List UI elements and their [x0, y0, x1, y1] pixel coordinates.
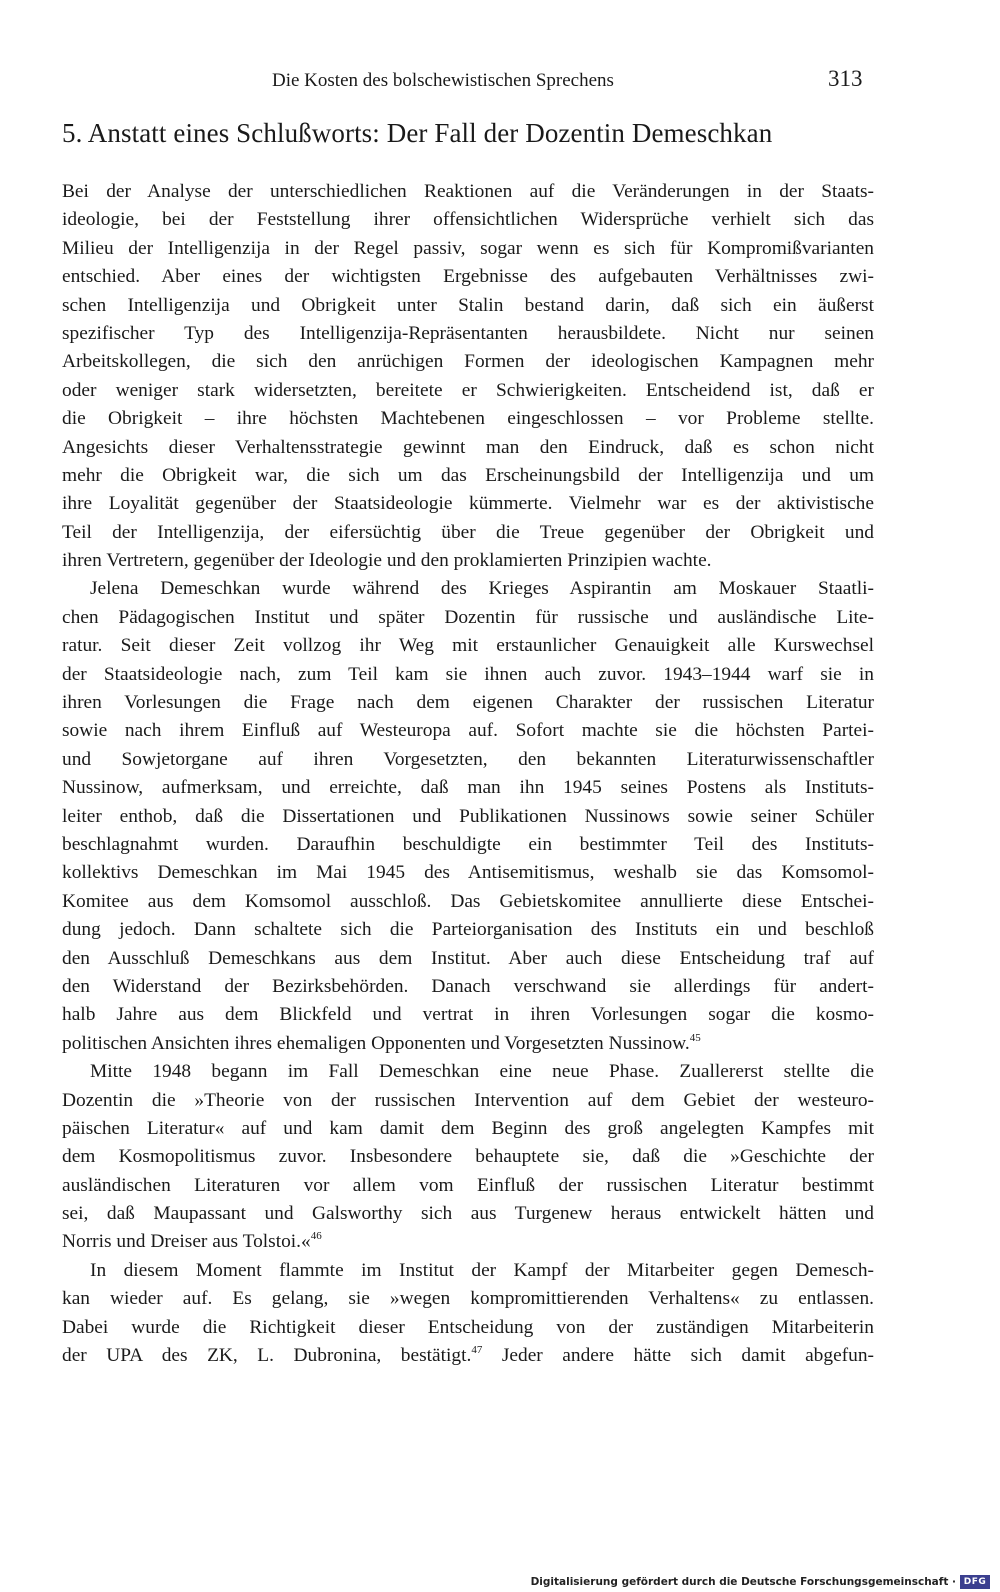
- running-header-title: Die Kosten des bolschewistischen Sprechens: [272, 70, 614, 91]
- footnote-ref: 45: [689, 1031, 701, 1044]
- text-line: ausländischen Literaturen vor allem vom Einfluß der russischen Literatur bestimmt: [62, 1174, 874, 1196]
- text-line-content: Jeder andere hätte sich damit abgefun-: [482, 1345, 874, 1367]
- text-line: Dabei wurde die Richtigkeit dieser Entscheidung von der zuständigen Mitarbeiterin: [62, 1316, 874, 1338]
- text-line-content: Norris und Dreiser aus Tolstoi.«: [62, 1231, 311, 1253]
- text-line: ihren Vertretern, gegenüber der Ideologie und den proklamierten Prinzipien wachte.: [62, 550, 712, 572]
- text-line: sowie nach ihrem Einfluß auf Westeuropa auf. Sofort machte sie die höchsten Partei-: [62, 720, 874, 742]
- body-text: [62, 178, 874, 1370]
- text-line: der Staatsideologie nach, zum Teil kam sie ihnen auch zuvor. 1943–1944 warf sie in: [62, 663, 874, 685]
- text-line: dem Kosmopolitismus zuvor. Insbesondere behauptete sie, daß die »Geschichte der: [62, 1146, 874, 1168]
- text-line: Komitee aus dem Komsomol ausschloß. Das Gebietskomitee annullierte diese Entschei-: [62, 890, 874, 912]
- text-line: sei, daß Maupassant und Galsworthy sich aus Turgenew heraus entwickelt hätten und: [62, 1203, 874, 1225]
- text-line: dung jedoch. Dann schaltete sich die Parteiorganisation des Instituts ein und beschloß: [62, 919, 874, 941]
- text-line: kollektivs Demeschkan im Mai 1945 des Antisemitismus, weshalb sie das Komsomol-: [62, 862, 874, 884]
- text-line: In diesem Moment flammte im Institut der Kampf der Mitarbeiter gegen Demesch-: [90, 1259, 874, 1281]
- text-line: chen Pädagogischen Institut und später Dozentin für russische und ausländische Lite-: [62, 606, 874, 628]
- section-heading: 5. Anstatt eines Schlußworts: Der Fall der Dozentin Demeschkan: [62, 118, 773, 148]
- footnote-ref: 46: [310, 1230, 322, 1243]
- text-line: den Widerstand der Bezirksbehörden. Danach verschwand sie allerdings für andert-: [62, 975, 874, 997]
- text-line: kan wieder auf. Es gelang, sie »wegen kompromittierenden Verhaltens« zu entlassen.: [62, 1288, 874, 1310]
- text-line: Nussinow, aufmerksam, und erreichte, daß man ihn 1945 seines Postens als Instituts-: [62, 777, 874, 799]
- text-line: Angesichts dieser Verhaltensstrategie gewinnt man den Eindruck, daß es schon nicht: [62, 436, 874, 458]
- text-line: und Sowjetorgane auf ihren Vorgesetzten, den bekannten Literaturwissenschaftler: [62, 748, 874, 770]
- text-line: mehr die Obrigkeit war, die sich um das Erscheinungsbild der Intelligenzija und um: [62, 464, 874, 486]
- text-line: Bei der Analyse der unterschiedlichen Reaktionen auf die Veränderungen in der Staats-: [62, 181, 874, 202]
- text-line: [62, 1342, 874, 1370]
- text-line: schen Intelligenzija und Obrigkeit unter Stalin bestand darin, daß sich ein äußerst: [62, 294, 874, 316]
- text-line-content: der UPA des ZK, L. Dubronina, bestätigt.: [62, 1345, 472, 1367]
- text-line: halb Jahre aus dem Blickfeld und vertrat in ihren Vorlesungen sogar die kosmo-: [62, 1004, 874, 1026]
- text-line: ratur. Seit dieser Zeit vollzog ihr Weg mit erstaunlicher Genauigkeit alle Kurswechsel: [62, 635, 874, 657]
- text-line: Teil der Intelligenzija, der eifersüchtig über die Treue gegenüber der Obrigkeit und: [62, 521, 874, 543]
- text-line: [62, 1228, 874, 1256]
- text-line: den Ausschluß Demeschkans aus dem Institut. Aber auch diese Entscheidung traf auf: [62, 947, 874, 969]
- text-line: Jelena Demeschkan wurde während des Krieges Aspirantin am Moskauer Staatli-: [90, 578, 874, 600]
- text-line: Milieu der Intelligenzija in der Regel passiv, sogar wenn es sich für Kompromißvarianten: [62, 237, 874, 259]
- footnote-ref: 47: [471, 1344, 483, 1357]
- text-line-content: politischen Ansichten ihres ehemaligen Opponenten und Vorgesetzten Nussinow.: [62, 1032, 690, 1054]
- text-line: päischen Literatur« auf und kam damit dem Beginn des groß angelegten Kampfes mit: [62, 1117, 874, 1139]
- text-line: Arbeitskollegen, die sich den anrüchigen Formen der ideologischen Kampagnen mehr: [62, 351, 874, 373]
- text-line: ideologie, bei der Feststellung ihrer offensichtlichen Widersprüche verhielt sich das: [62, 209, 874, 231]
- text-line: [62, 1030, 874, 1058]
- text-line: ihre Loyalität gegenüber der Staatsideologie kümmerte. Vielmehr war es der aktivistische: [62, 493, 874, 515]
- text-line: leiter enthob, daß die Dissertationen und Publikationen Nussinows sowie seiner Schüler: [62, 805, 874, 827]
- text-line: Mitte 1948 begann im Fall Demeschkan eine neue Phase. Zuallererst stellte die: [90, 1061, 874, 1083]
- text-line: spezifischer Typ des Intelligenzija-Repräsentanten herausbildete. Nicht nur seinen: [62, 322, 874, 344]
- text-line: entschied. Aber eines der wichtigsten Ergebnisse des aufgebauten Verhältnisses zwi-: [62, 266, 874, 288]
- text-line: die Obrigkeit – ihre höchsten Machtebenen eingeschlossen – vor Probleme stellte.: [62, 408, 874, 430]
- text-line: oder weniger stark widersetzten, bereitete er Schwierigkeiten. Entscheidend ist, daß er: [62, 379, 874, 401]
- text-line: ihren Vorlesungen die Frage nach dem eigenen Charakter der russischen Literatur: [62, 692, 874, 714]
- dfg-logo: DFG: [960, 1575, 990, 1589]
- text-line: Dozentin die »Theorie von der russischen Intervention auf dem Gebiet der westeuro-: [62, 1089, 874, 1111]
- page-number: 313: [828, 66, 863, 91]
- digitization-credit: Digitalisierung gefördert durch die Deutsche Forschungsgemeinschaft ·: [530, 1576, 956, 1588]
- text-line: beschlagnahmt wurden. Daraufhin beschuldigte ein bestimmter Teil des Instituts-: [62, 833, 874, 855]
